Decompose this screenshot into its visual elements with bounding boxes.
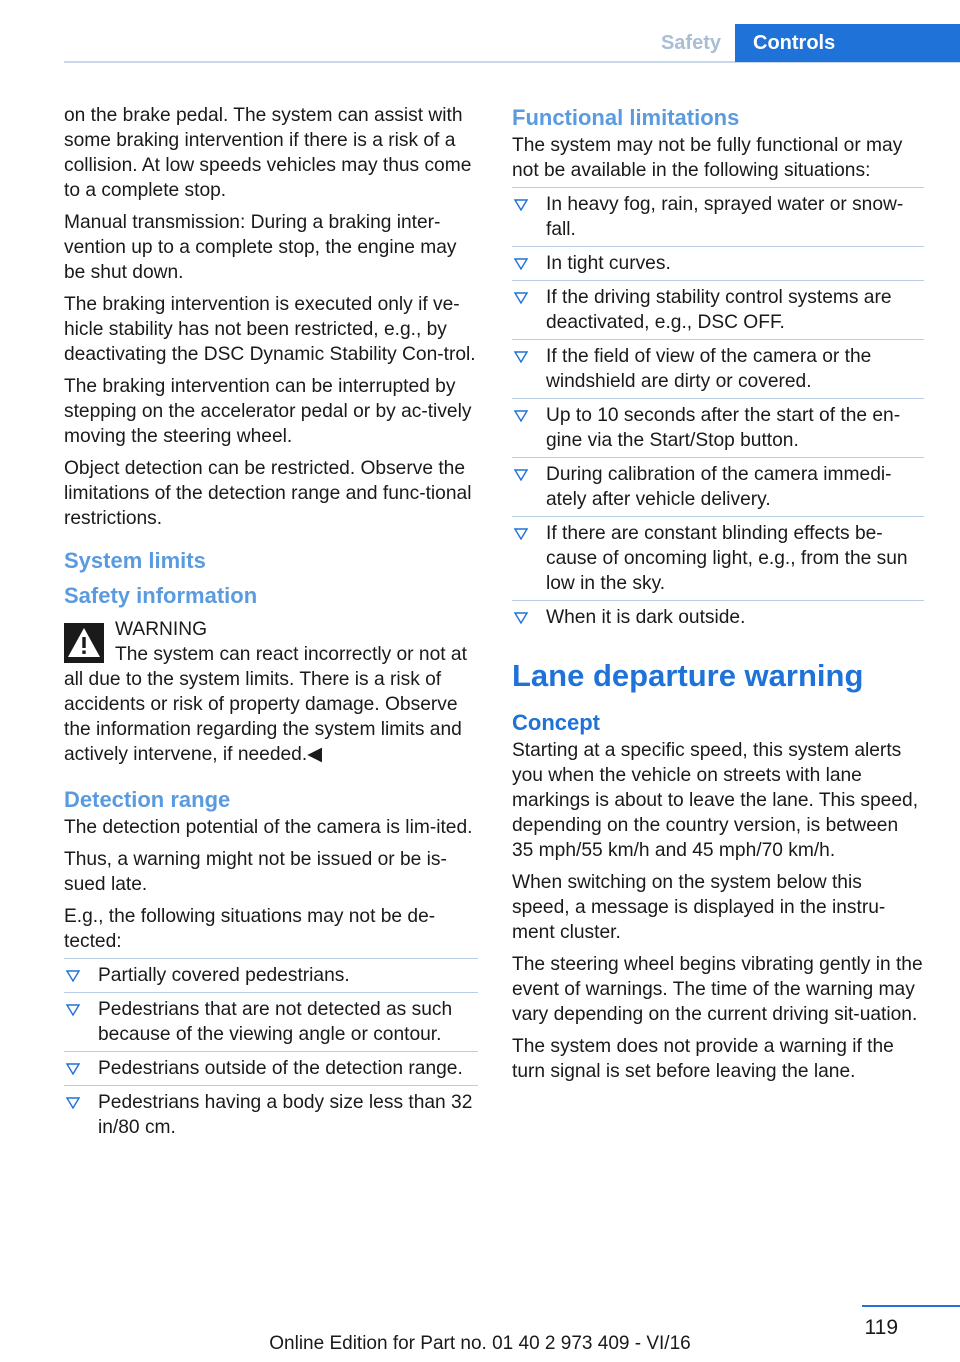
detection-list: [64, 958, 478, 1144]
intro-paragraph: Object detection can be restricted. Observe the limitations of the detection range and func‐tional restrictions.: [64, 458, 472, 529]
bullet-triangle-icon: [66, 1004, 80, 1016]
concept-paragraph: The steering wheel begins vibrating gently in the event of warnings. The time of the warning may vary depending on the current driving sit‐uation.: [512, 954, 923, 1025]
detection-range-heading: Detection range: [64, 787, 231, 812]
bullet-triangle-icon: [66, 1097, 80, 1109]
concept-paragraph: When switching on the system below this speed, a message is displayed in the instru‐ment cluster.: [512, 872, 886, 943]
bullet-triangle-icon: [514, 351, 528, 363]
bullet-triangle-icon: [514, 292, 528, 304]
functional-limitations-heading: Functional limitations: [512, 105, 740, 130]
intro-paragraph: on the brake pedal. The system can assist with some braking intervention if there is a risk of a collision. At low speeds vehicles may thus come to a complete stop.: [64, 105, 472, 201]
list-item: Pedestrians that are not detected as such because of the viewing angle or contour.: [64, 992, 478, 1051]
list-item: Pedestrians having a body size less than 32 in/80 cm.: [64, 1085, 478, 1144]
detection-paragraph: The detection potential of the camera is lim‐ited.: [64, 817, 473, 838]
bullet-triangle-icon: [66, 970, 80, 982]
online-edition-note: Online Edition for Part no. 01 40 2 973 409 - VI/16: [269, 1333, 691, 1354]
concept-paragraph: The system does not provide a warning if the turn signal is set before leaving the lane.: [512, 1036, 894, 1082]
bullet-triangle-icon: [514, 612, 528, 624]
list-item: Pedestrians outside of the detection range.: [64, 1051, 478, 1085]
bullet-triangle-icon: [514, 528, 528, 540]
footer-rule: [862, 1305, 960, 1307]
warning-label: WARNING: [115, 619, 208, 640]
system-limits-heading: System limits: [64, 548, 206, 573]
list-item: If the driving stability control systems are deactivated, e.g., DSC OFF.: [512, 280, 924, 339]
intro-paragraph: The braking intervention is executed only if ve‐hicle stability has not been restricted, e.g., by deactivating the DSC Dynamic Stability Con‐trol.: [64, 294, 476, 365]
detection-paragraph: E.g., the following situations may not be de‐tected:: [64, 906, 436, 952]
warning-text: The system can react incorrectly or not at all due to the system limits. There is a risk of accidents or risk of property damage. Observe the information regarding the system limits and actively intervene, if needed.◀: [64, 644, 467, 765]
page-number: 119: [864, 1316, 898, 1339]
functional-list: [512, 187, 924, 634]
right-column: [512, 103, 924, 1091]
lane-departure-heading: Lane departure warning: [512, 658, 864, 693]
list-item: Up to 10 seconds after the start of the en‐gine via the Start/Stop button.: [512, 398, 924, 457]
concept-paragraph: Starting at a specific speed, this system alerts you when the vehicle on streets with lane markings is about to leave the lane. This speed, depending on the country version, is between 35 mph/55 km/h and 45 mph/70 km/h.: [512, 740, 919, 861]
bullet-triangle-icon: [514, 410, 528, 422]
warning-triangle-icon: [64, 623, 104, 663]
bullet-triangle-icon: [66, 1063, 80, 1075]
header-section-tab[interactable]: Safety: [660, 32, 721, 54]
left-column: [64, 103, 478, 1144]
list-item: In heavy fog, rain, sprayed water or snow‐fall.: [512, 187, 924, 246]
list-item: If there are constant blinding effects be‐cause of oncoming light, e.g., from the sun low in the sky.: [512, 516, 924, 600]
bullet-triangle-icon: [514, 199, 528, 211]
safety-information-heading: Safety information: [64, 583, 258, 608]
functional-intro: The system may not be fully functional or may not be available in the following situations:: [512, 135, 903, 181]
list-item: In tight curves.: [512, 246, 924, 280]
bullet-triangle-icon: [514, 469, 528, 481]
list-item: During calibration of the camera immedi‐ately after vehicle delivery.: [512, 457, 924, 516]
concept-heading: Concept: [512, 710, 600, 735]
intro-paragraph: Manual transmission: During a braking inter‐vention up to a complete stop, the engine may be shut down.: [64, 212, 457, 283]
intro-paragraph: The braking intervention can be interrupted by stepping on the accelerator pedal or by ac‐tively moving the steering wheel.: [64, 376, 472, 447]
warning-block: [64, 617, 478, 767]
header-chapter-tab[interactable]: Controls: [735, 24, 960, 62]
list-item: When it is dark outside.: [512, 600, 924, 634]
bullet-triangle-icon: [514, 258, 528, 270]
list-item: Partially covered pedestrians.: [64, 958, 478, 992]
detection-paragraph: Thus, a warning might not be issued or be is‐sued late.: [64, 849, 447, 895]
list-item: If the field of view of the camera or the windshield are dirty or covered.: [512, 339, 924, 398]
